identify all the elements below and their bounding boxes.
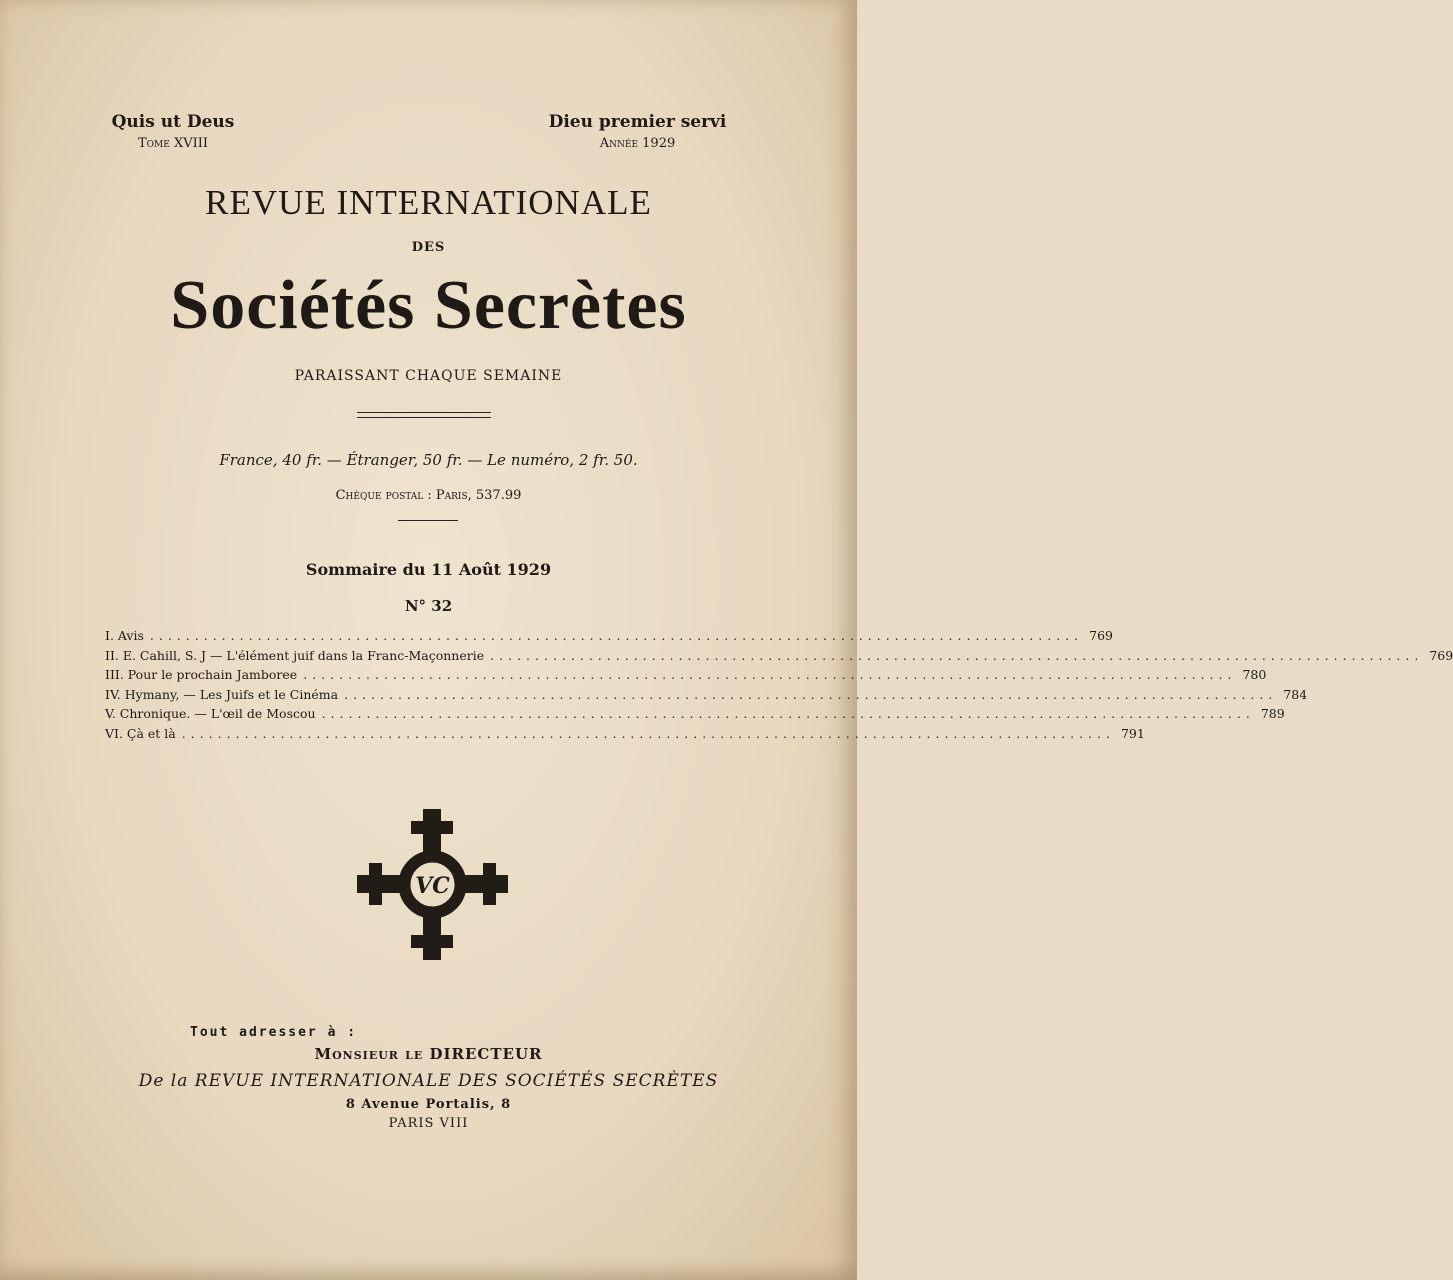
- address-intro: Tout adresser à :: [190, 1025, 358, 1040]
- toc-leader-dots: ........................................................................................................: [181, 725, 1115, 741]
- toc-page-number: 780: [1242, 667, 1267, 683]
- title-des: DES: [411, 240, 446, 255]
- toc-leader-dots: ........................................................................................................: [149, 628, 1084, 643]
- subtitle: PARAISSANT CHAQUE SEMAINE: [294, 368, 563, 384]
- toc-entry-text: II. E. Cahill, S. J — L'élément juif dans la Franc-Maçonnerie: [105, 647, 485, 663]
- issue-number: N° 32: [404, 597, 453, 615]
- year-label: Année 1929: [599, 136, 676, 151]
- toc-page-number: 784: [1283, 686, 1308, 702]
- toc-leader-dots: ........................................................................................................: [490, 647, 1424, 663]
- toc-leader-dots: ........................................................................................................: [344, 686, 1278, 702]
- toc-page-number: 769: [1089, 628, 1113, 643]
- toc-entry-text: VI. Çà et là: [105, 725, 176, 741]
- left-motto: Quis ut Deus: [111, 112, 235, 132]
- right-motto: Dieu premier servi: [548, 112, 727, 132]
- toc-leader-dots: ........................................................................................................: [303, 667, 1237, 683]
- toc-leader-dots: ........................................................................................................: [321, 706, 1255, 722]
- divider-double-top: [357, 412, 491, 413]
- divider-double-bottom: [357, 417, 491, 418]
- address-street: 8 Avenue Portalis, 8: [345, 1097, 512, 1112]
- title-line-1: REVUE INTERNATIONALE: [205, 183, 652, 222]
- toc-row: [105, 725, 1145, 746]
- cross-emblem-icon: [355, 807, 510, 962]
- subscription-prices: France, 40 fr. — Étranger, 50 fr. — Le numéro, 2 fr. 50.: [219, 451, 638, 469]
- summary-heading: Sommaire du 11 Août 1929: [305, 560, 552, 579]
- address-publication: De la REVUE INTERNATIONALE DES SOCIÉTÉS SECRÈTES: [138, 1071, 719, 1091]
- title-line-2: Sociétés Secrètes: [170, 267, 687, 344]
- toc-row: [105, 667, 1267, 687]
- volume-label: Tome XVIII: [137, 136, 208, 151]
- toc-entry-text: IV. Hymany, — Les Juifs et le Cinéma: [105, 686, 339, 702]
- toc-entry-text: I. Avis: [105, 628, 144, 643]
- address-recipient: Monsieur le DIRECTEUR: [314, 1045, 543, 1063]
- address-city: PARIS VIII: [388, 1116, 469, 1131]
- toc-row: [105, 706, 1285, 726]
- toc-row: [105, 686, 1308, 707]
- toc-entry-text: III. Pour le prochain Jamboree: [105, 667, 298, 683]
- cheque-postal: Chèque postal : Paris, 537.99: [335, 488, 522, 503]
- table-of-contents: [105, 628, 1453, 746]
- toc-page-number: 791: [1120, 725, 1145, 741]
- toc-row: [105, 647, 1453, 668]
- divider-short: [398, 520, 458, 521]
- emblem-monogram: VC: [415, 873, 450, 899]
- toc-page-number: 789: [1260, 706, 1285, 722]
- toc-entry-text: V. Chronique. — L'œil de Moscou: [105, 706, 316, 722]
- toc-row: [105, 628, 1113, 648]
- toc-page-number: 769: [1429, 647, 1453, 663]
